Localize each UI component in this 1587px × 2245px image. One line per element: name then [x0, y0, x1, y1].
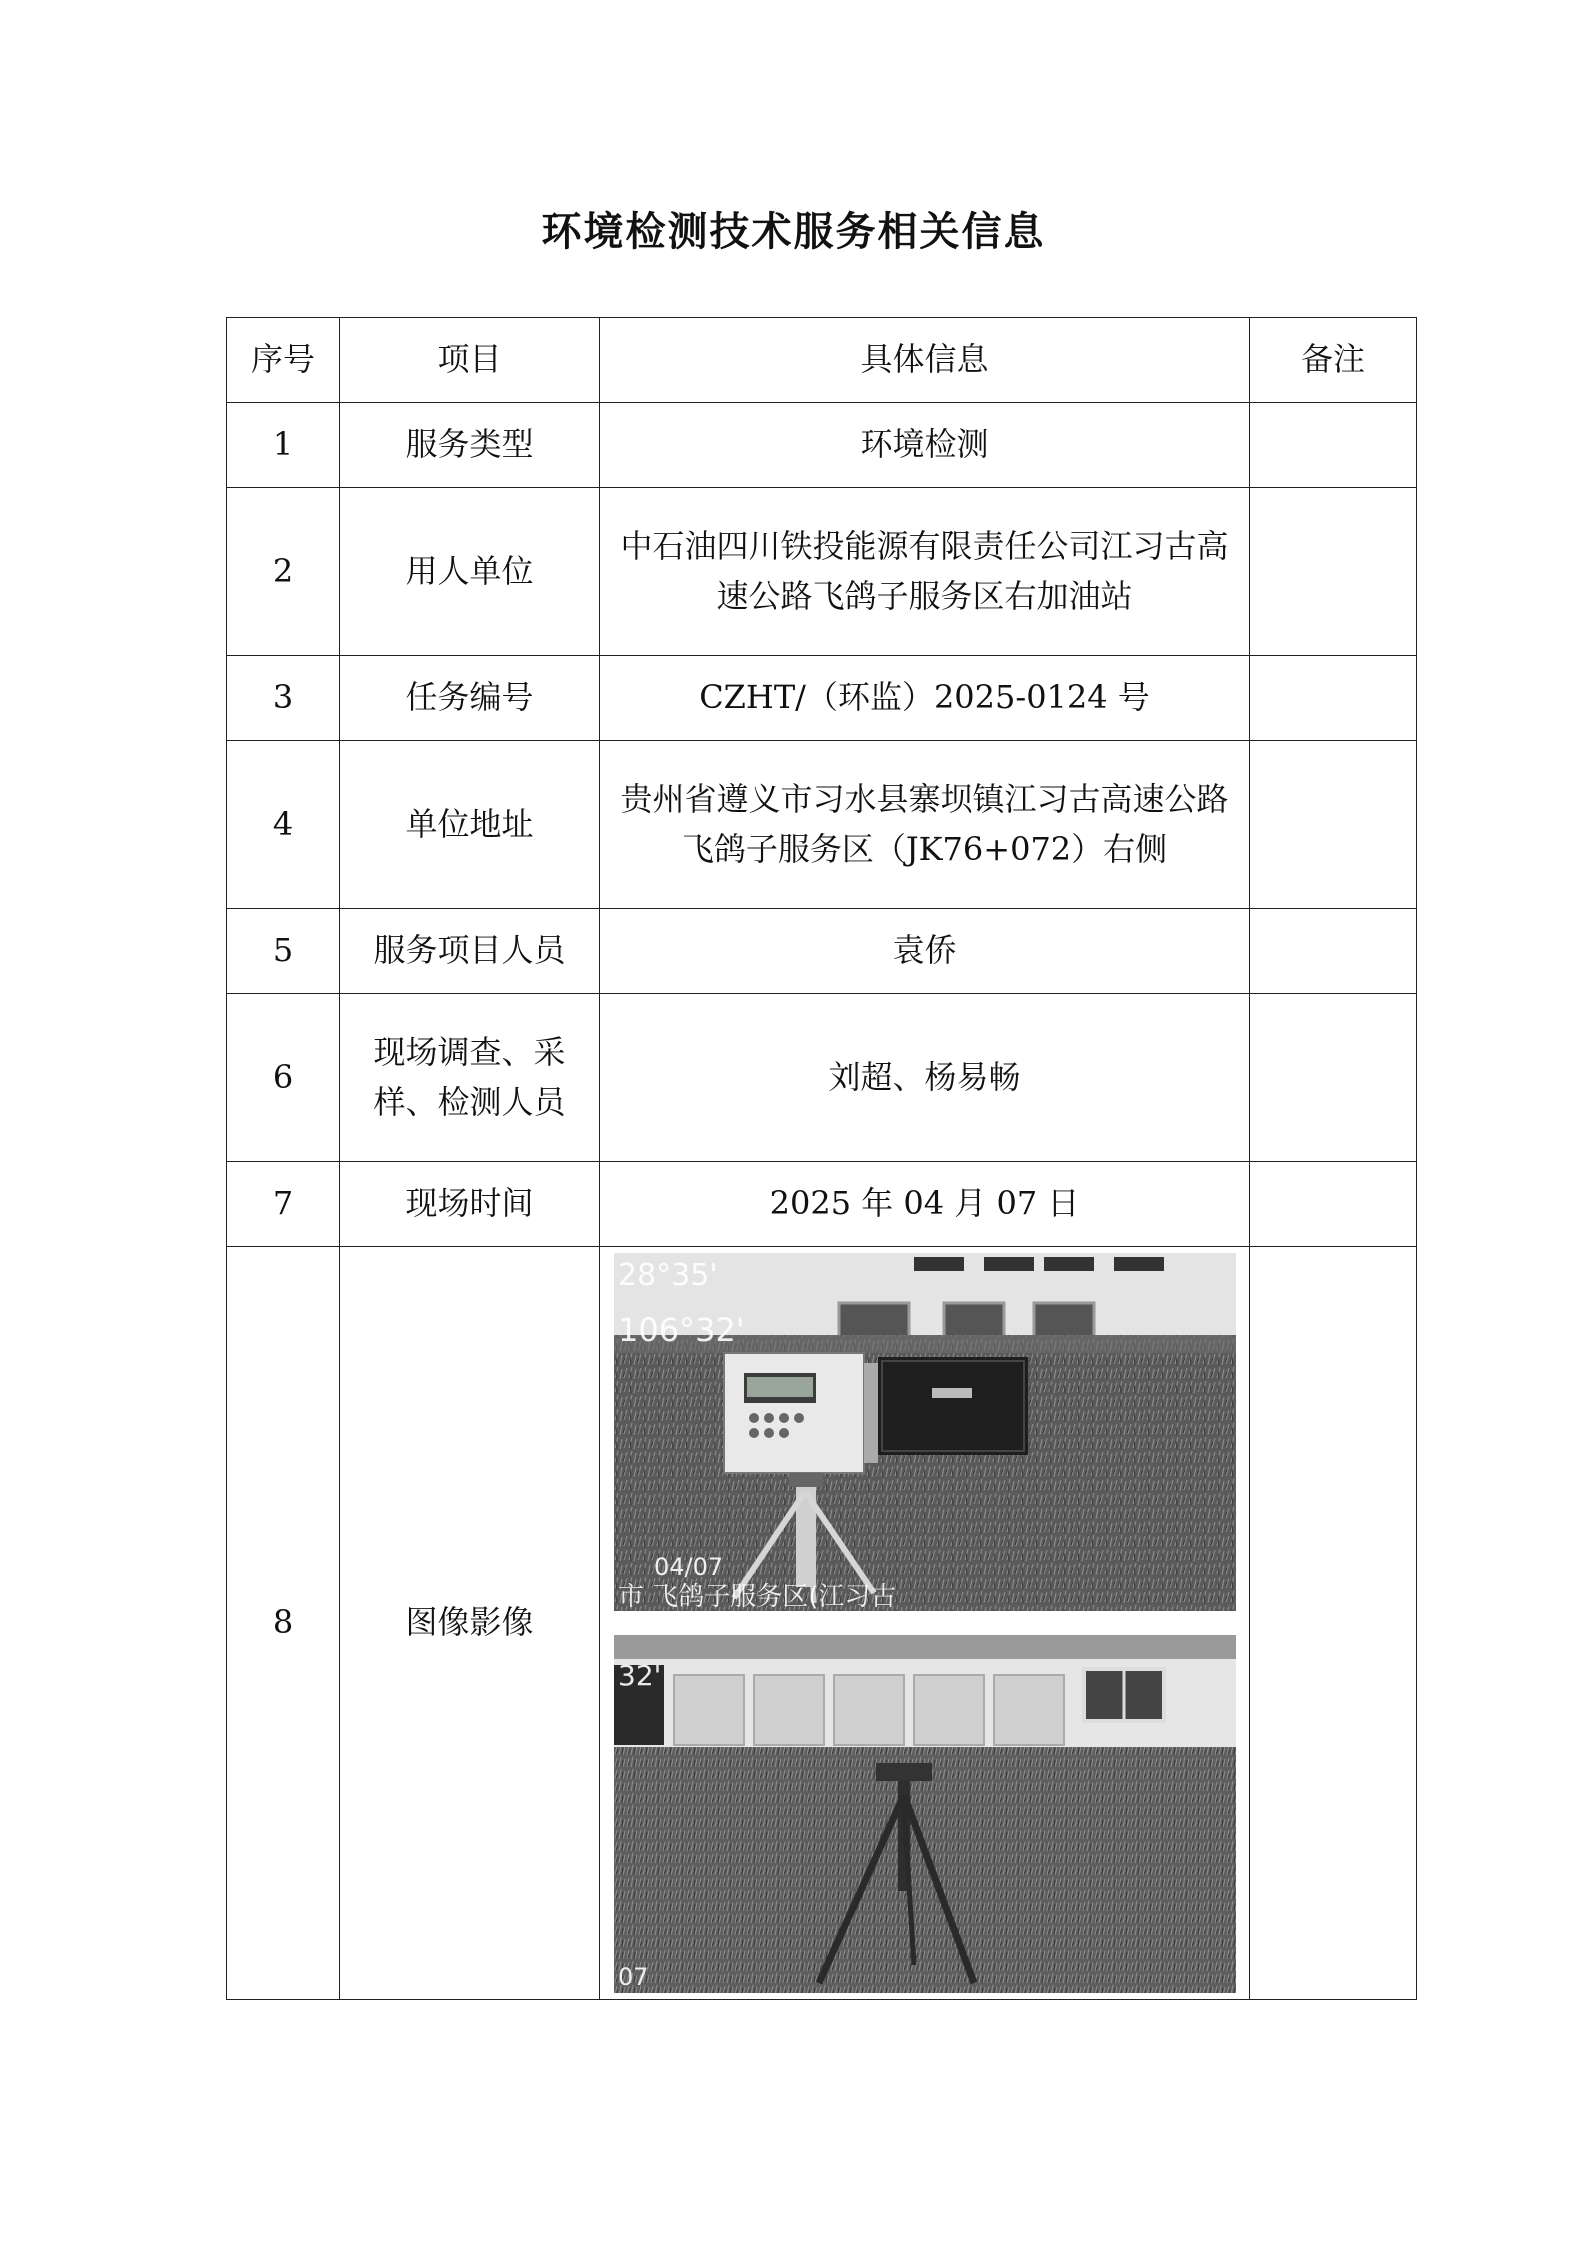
photo-overlay-text: 28°35'	[617, 1258, 718, 1293]
header-detail: 具体信息	[600, 318, 1250, 403]
row-remark	[1250, 741, 1417, 909]
row-item: 服务类型	[340, 403, 600, 488]
table-row	[227, 403, 1417, 488]
row-no: 2	[227, 488, 340, 656]
row-no: 8	[227, 1247, 340, 2000]
site-photo-sampler-with-case	[614, 1253, 1236, 1611]
row-detail: 2025 年 04 月 07 日	[600, 1162, 1250, 1247]
table-row	[227, 909, 1417, 994]
table-row	[227, 1247, 1417, 2000]
row-no: 4	[227, 741, 340, 909]
row-remark	[1250, 909, 1417, 994]
row-photos	[600, 1247, 1250, 2000]
row-no: 1	[227, 403, 340, 488]
row-item: 服务项目人员	[340, 909, 600, 994]
row-detail: 刘超、杨易畅	[600, 994, 1250, 1162]
row-item: 任务编号	[340, 656, 600, 741]
site-photo-tripod-sampler	[614, 1635, 1236, 1993]
row-item: 现场时间	[340, 1162, 600, 1247]
table-header-row	[227, 318, 1417, 403]
header-no: 序号	[227, 318, 340, 403]
table-row	[227, 741, 1417, 909]
row-remark	[1250, 488, 1417, 656]
table-row	[227, 994, 1417, 1162]
row-remark	[1250, 1162, 1417, 1247]
row-remark	[1250, 403, 1417, 488]
row-remark	[1250, 1247, 1417, 2000]
row-detail: 环境检测	[600, 403, 1250, 488]
row-no: 6	[227, 994, 340, 1162]
photo-overlay-text: 32'	[617, 1659, 661, 1692]
header-item: 项目	[340, 318, 600, 403]
table-row	[227, 1162, 1417, 1247]
header-remark: 备注	[1250, 318, 1417, 403]
photo-overlay-text: 04/07	[653, 1553, 723, 1581]
row-no: 3	[227, 656, 340, 741]
photo-overlay-text: 市 飞鸽子服务区(江习古	[617, 1582, 896, 1611]
row-item: 单位地址	[340, 741, 600, 909]
info-table	[226, 317, 1417, 2000]
row-remark	[1250, 994, 1417, 1162]
row-no: 7	[227, 1162, 340, 1247]
row-item: 用人单位	[340, 488, 600, 656]
page-title: 环境检测技术服务相关信息	[541, 208, 1046, 255]
row-no: 5	[227, 909, 340, 994]
row-detail: 贵州省遵义市习水县寨坝镇江习古高速公路飞鸽子服务区（JK76+072）右侧	[600, 741, 1250, 909]
row-detail: 中石油四川铁投能源有限责任公司江习古高速公路飞鸽子服务区右加油站	[600, 488, 1250, 656]
row-remark	[1250, 656, 1417, 741]
table-row	[227, 488, 1417, 656]
photo-overlay-text: 106°32'	[617, 1311, 745, 1349]
table-row	[227, 656, 1417, 741]
row-detail: CZHT/（环监）2025-0124 号	[600, 656, 1250, 741]
photo-overlay-text: 07	[617, 1963, 649, 1991]
row-item: 现场调查、采样、检测人员	[340, 994, 600, 1162]
row-detail: 袁侨	[600, 909, 1250, 994]
row-item: 图像影像	[340, 1247, 600, 2000]
